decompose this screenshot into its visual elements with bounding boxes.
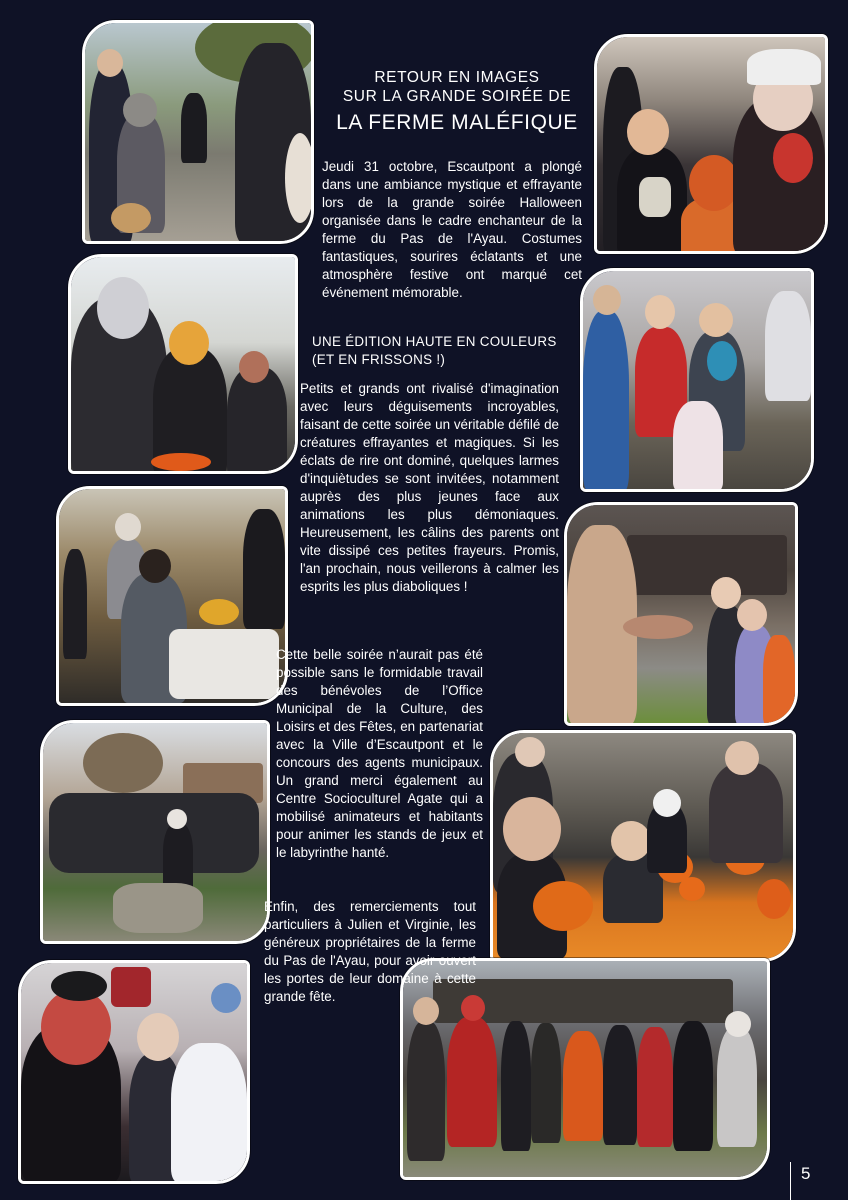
title-line-1: RETOUR EN IMAGES: [374, 69, 540, 86]
section-subheading: UNE ÉDITION HAUTE EN COULEURS (ET EN FRISSONS !): [312, 334, 557, 367]
intro-paragraph: Jeudi 31 octobre, Escautpont a plongé dans une ambiance mystique et effrayante lors de la grande soirée Halloween organisée dans le cadre enchanteur de la ferme du Pas de l'Ayau. Costumes fantastiques, sourires éclatants et une atmosphère festive ont marqué cet événement mémorable.: [322, 159, 582, 300]
photo-ladybug-costume: [580, 268, 814, 492]
photo-child-and-witch: [564, 502, 798, 726]
photo-children-makeup: [18, 960, 250, 1184]
article-title: [322, 68, 592, 138]
paragraph-volunteers: Cette belle soirée n’aurait pas été possible sans le formidable travail des bénévoles de l’Office Municipal de la Culture, des Loisirs et des Fêtes, en partenariat avec la Ville d’Escautpont et le concours des agents municipaux. Un grand merci également au Centre Socioculturel Agate qui a mobilisé animateurs et habitants pour animer les stands de jeux et le labyrinthe hanté.: [276, 647, 483, 860]
photo-pumpkin-carving: [490, 730, 796, 962]
photo-face-painting-tent: [68, 254, 298, 474]
photo-children-masks: [594, 34, 828, 254]
title-main: LA FERME MALÉFIQUE: [336, 111, 578, 134]
photo-corn-maze-table: [56, 486, 288, 706]
paragraph-costumes: Petits et grands ont rivalisé d'imagination avec leurs déguisements incroyables, faisant de cette soirée un véritable défilé de créatures effrayantes et magiques. Si les éclats de rire ont dominé, quelques larmes d'inquiètudes se sont invitées, notamment auprès des plus jeunes face aux animations les plus démoniaques. Heureusement, les câlins des parents ont vite dissipé ces petites frayeurs. Promis, l'an prochain, nous veillerons à calmer les esprits les plus diaboliques !: [300, 381, 559, 594]
page-number-divider: [790, 1162, 791, 1200]
paragraph-thanks: Enfin, des remerciements tout particuliers à Julien et Virginie, les généreux propriétaires de la ferme du Pas de l'Ayau, pour avoir ouvert les portes de leur domaine à cette grande fête.: [264, 899, 476, 1004]
page-number: 5: [801, 1164, 811, 1183]
title-line-2: SUR LA GRANDE SOIRÉE DE: [342, 88, 572, 105]
photo-parade-walk: [40, 720, 270, 944]
photo-werewolf-costume: [82, 20, 314, 244]
